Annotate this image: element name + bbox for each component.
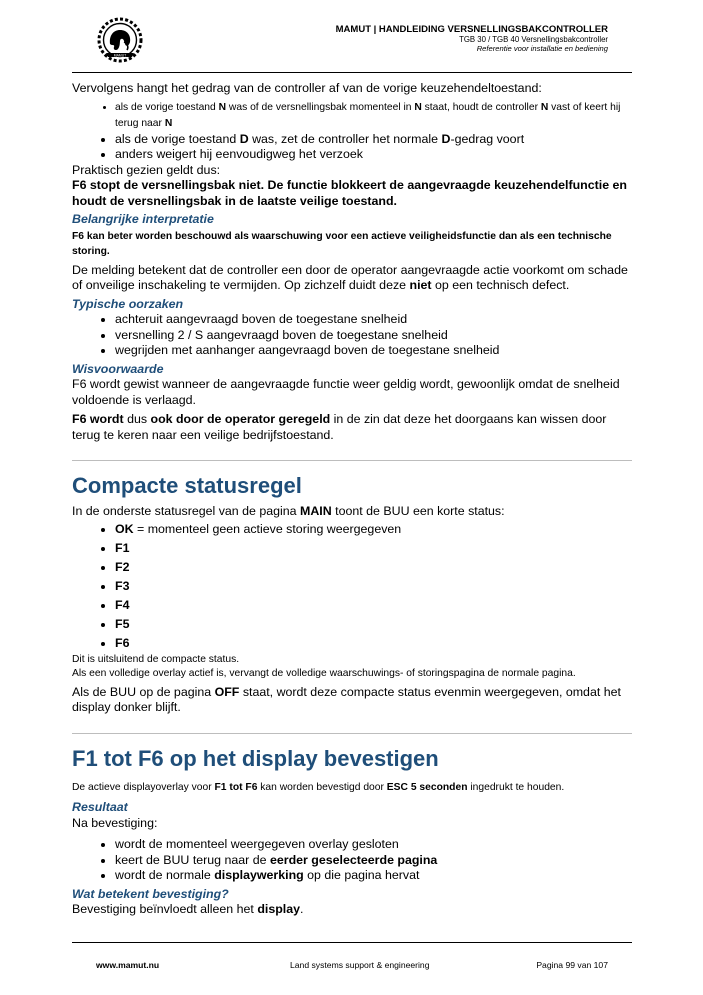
clear-note: F6 wordt dus ook door de operator geregeld in de zin dat deze het doorgaans kan wissen door terug te keren naar een veilige bedrijfstoestand. [72,412,607,442]
page-content [72,81,632,918]
section-divider [72,460,632,461]
meaning-heading: Wat betekent bevestiging? [72,886,229,901]
list-item: • als de vorige toestand D was, zet de controller het normale D-gedrag voort [115,132,632,148]
confirm-intro: De actieve displayoverlay voor F1 tot F6 kan worden bevestigd door ESC 5 seconden ingedrukt te houden. [72,781,565,793]
behavior-list [72,100,632,163]
interpretation-heading: Belangrijke interpretatie [72,212,214,226]
confirm-heading: F1 tot F6 op het display bevestigen [72,745,439,771]
list-item: • achteruit aangevraagd boven de toegestane snelheid [115,312,632,328]
list-item: • keert de BUU terug naar de eerder geselecteerde pagina [115,853,632,869]
footer-company: Land systems support & engineering [290,960,430,970]
mamut-logo [94,16,146,66]
list-item: • F1 [115,539,632,558]
list-item: • wegrijden met aanhanger aangevraagd boven de toegestane snelheid [115,343,632,359]
list-item: • wordt de momenteel weergegeven overlay gesloten [115,837,632,853]
document-title: MAMUT | HANDLEIDING VERSNELLINGSBAKCONTROLLER [335,24,608,35]
header-divider [72,72,632,73]
list-item: • F6 [115,634,632,653]
list-item: • F3 [115,577,632,596]
list-item: • versnelling 2 / S aangevraagd boven de toegestane snelheid [115,328,632,344]
footer-website: www.mamut.nu [96,960,160,970]
compact-note: Dit is uitsluitend de compacte status. [72,653,240,665]
status-codes-list [72,520,632,653]
overlay-note: Als een volledige overlay actief is, vervangt de volledige waarschuwings- of storingspagina de normale pagina. [72,667,576,679]
behavior-intro: Vervolgens hangt het gedrag van de controller af van de vorige keuzehendeltoestand: [72,81,542,95]
interpretation-text: F6 kan beter worden beschouwd als waarschuwing voor een actieve veiligheidsfunctie dan als een technische storing. [72,230,612,257]
list-item: • F5 [115,615,632,634]
list-item: • als de vorige toestand N was of de versnellingsbak momenteel in N staat, houdt de controller N vast of keert hij terug naar N [115,100,632,132]
page-header [72,16,632,73]
meaning-text: De melding betekent dat de controller een door de operator aangevraagde actie voorkomt om schade of onveilige inschakeling te vermijden. Op zichzelf duidt deze niet op een technisch defect. [72,262,628,292]
status-line-heading: Compacte statusregel [72,473,302,498]
clear-heading: Wisvoorwaarde [72,361,164,376]
causes-heading: Typische oorzaken [72,296,184,311]
document-reference: Referentie voor installatie en bediening [476,43,608,53]
page-footer [72,942,632,970]
list-item: • wordt de normale displaywerking op die pagina hervat [115,868,632,884]
f6-summary: F6 stopt de versnellingsbak niet. De functie blokkeert de aangevraagde keuzehendelfunctie en houdt de versnellingsbak in de laatste veilige toestand. [72,178,627,208]
list-item: • anders weigert hij eenvoudigweg het verzoek [115,147,632,163]
list-item: • F2 [115,558,632,577]
footer-page-number: Pagina 99 van 107 [536,960,608,970]
clear-text: F6 wordt gewist wanneer de aangevraagde functie weer geldig wordt, gewoonlijk omdat de snelheid voldoende is verlaagd. [72,377,620,407]
off-page-text: Als de BUU op de pagina OFF staat, wordt deze compacte status evenmin weergegeven, omdat het display donker blijft. [72,684,621,714]
status-line-intro: In de onderste statusregel van de pagina MAIN toont de BUU een korte status: [72,504,505,518]
result-heading: Resultaat [72,800,128,814]
document-subtitle: TGB 30 / TGB 40 Versnellingsbakcontroller [459,34,608,44]
practical-text: Praktisch gezien geldt dus: [72,162,221,177]
svg-text:MAMUT: MAMUT [113,53,127,58]
result-list [72,837,632,884]
list-item: • F4 [115,596,632,615]
causes-list [72,312,632,359]
section-divider [72,733,632,734]
meaning-confirm-text: Bevestiging beïnvloedt alleen het display. [72,902,304,916]
result-intro: Na bevestiging: [72,815,158,830]
footer-divider [72,942,632,943]
list-item: • OK = momenteel geen actieve storing weergegeven [115,520,632,539]
